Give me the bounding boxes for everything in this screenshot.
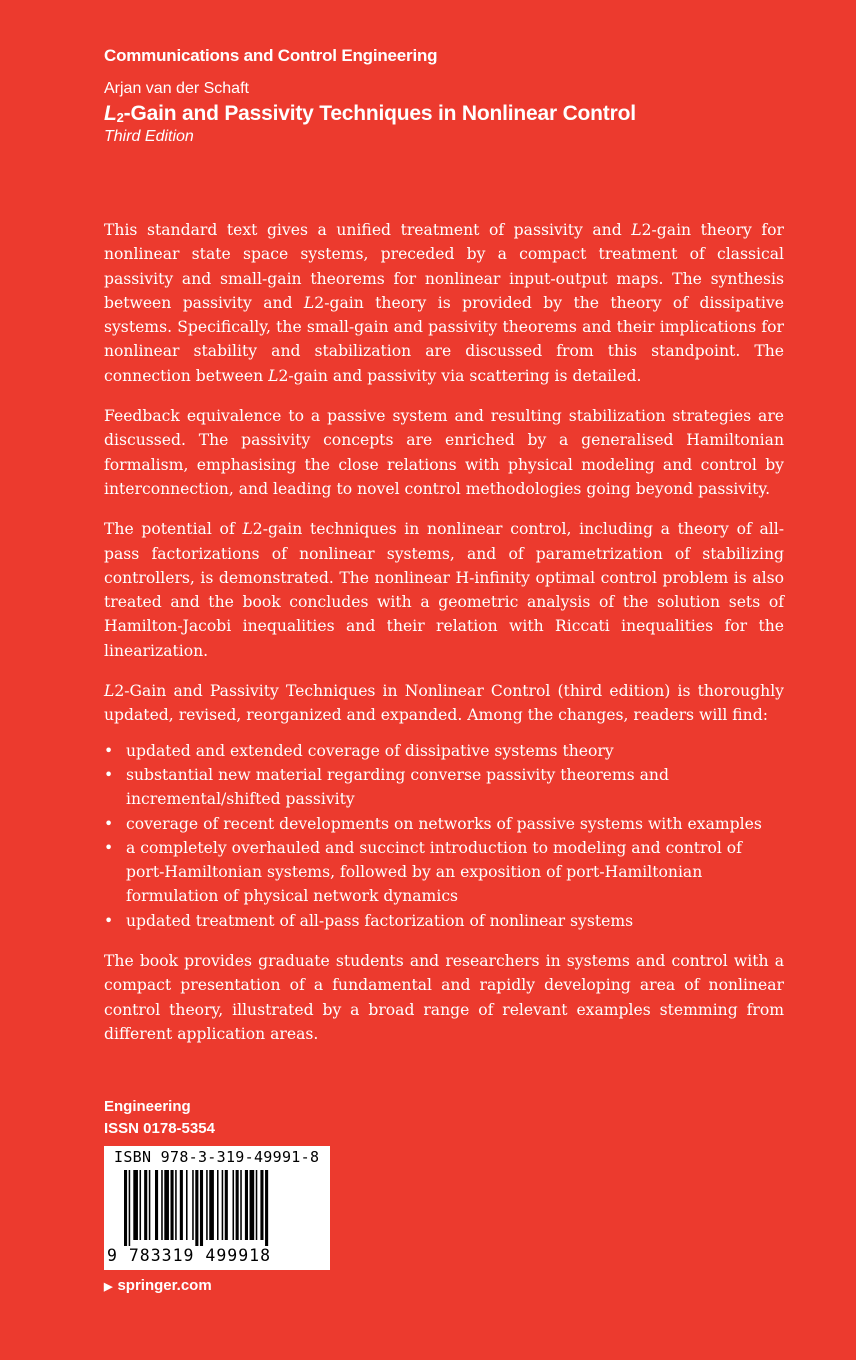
barcode-bar xyxy=(236,1170,239,1240)
barcode-bar xyxy=(140,1170,142,1240)
barcode-bar xyxy=(206,1170,208,1240)
blurb-text xyxy=(104,218,784,1062)
barcode-bar xyxy=(164,1170,169,1240)
text-run: 2-gain and passivity via scattering is detailed. xyxy=(278,366,642,385)
barcode-digits: 9 783319 499918 xyxy=(107,1246,272,1265)
barcode-bar xyxy=(124,1170,127,1246)
paragraph-3 xyxy=(104,517,784,663)
barcode-bar xyxy=(233,1170,235,1240)
text-run: 2-gain theory for nonlinear state space systems, preceded by a compact treatment of classical passivity and small-gain theorems for nonlinear input-output maps. The synthesis between passivity and xyxy=(104,221,784,312)
italic-l: L xyxy=(268,366,279,385)
barcode-bar xyxy=(265,1170,268,1246)
edition-label: Third Edition xyxy=(104,128,194,145)
barcode-bar xyxy=(200,1170,203,1246)
subject-category: Engineering xyxy=(104,1098,191,1115)
text-run: 2-gain techniques in nonlinear control, including a theory of all-pass factorizations of nonlinear systems, and of parametrization of stabilizing controllers, is demonstrated. The nonlinear H-infinity optimal control problem is also treated and the book concludes with a geometric analysis of the solution sets of Hamilton-Jacobi inequalities and their relation with Riccati inequalities for the linearization. xyxy=(104,520,784,660)
barcode-bar xyxy=(240,1170,242,1240)
list-item: • updated treatment of all-pass factorization of nonlinear systems xyxy=(104,909,784,933)
issn-number: ISSN 0178-5354 xyxy=(104,1120,215,1137)
barcode-bar xyxy=(225,1170,228,1240)
title-l: L xyxy=(104,102,117,125)
barcode-bar xyxy=(175,1170,177,1240)
barcode-bar xyxy=(256,1170,258,1240)
text-run: This standard text gives a unified treatment of passivity and xyxy=(104,221,632,239)
changes-list xyxy=(104,739,784,933)
play-triangle-icon: ▶ xyxy=(104,1281,113,1293)
barcode-bar xyxy=(250,1170,255,1240)
barcode-bar xyxy=(180,1170,183,1240)
list-item: • coverage of recent developments on networks of passive systems with examples xyxy=(104,812,784,836)
isbn-barcode xyxy=(104,1146,330,1270)
barcode-bar xyxy=(161,1170,163,1240)
list-item: • a completely overhauled and succinct introduction to modeling and control of port-Hamiltonian systems, followed by an exposition of port-Hamiltonian formulation of physical network dynamics xyxy=(104,836,784,909)
list-item: • updated and extended coverage of dissipative systems theory xyxy=(104,739,784,763)
barcode-bar xyxy=(186,1170,188,1240)
italic-l: L xyxy=(631,221,642,239)
cover-header xyxy=(104,46,804,146)
isbn-label: ISBN 978-3-319-49991-8 xyxy=(114,1148,320,1166)
barcode-bars xyxy=(124,1170,314,1246)
barcode-bar xyxy=(155,1170,158,1240)
publisher-website[interactable] xyxy=(104,1277,212,1294)
barcode-bar xyxy=(149,1170,151,1240)
barcode-bar xyxy=(260,1170,263,1240)
cover-footer xyxy=(104,1096,215,1140)
title-rest: -Gain and Passivity Techniques in Nonlinear Control xyxy=(123,102,636,125)
list-item: • substantial new material regarding converse passivity theorems and incremental/shifted passivity xyxy=(104,763,784,812)
barcode-bar xyxy=(129,1170,131,1246)
title-subscript: 2 xyxy=(116,110,124,125)
paragraph-4 xyxy=(104,679,784,728)
italic-l: L xyxy=(303,293,315,312)
barcode-bar xyxy=(209,1170,214,1240)
paragraph-2: Feedback equivalence to a passive system and resulting stabilization strategies are discussed. The passivity concepts are enriched by a generalised Hamiltonian formalism, emphasising the close relations with physical modeling and control by interconnection, and leading to novel control methodologies going beyond passivity. xyxy=(104,407,784,498)
barcode-bar xyxy=(245,1170,248,1240)
barcode-bar xyxy=(192,1170,194,1240)
website-label: springer.com xyxy=(117,1277,212,1294)
barcode-bar xyxy=(222,1170,224,1240)
author-name: Arjan van der Schaft xyxy=(104,80,249,97)
text-run: 2-gain theory is provided by the theory of dissipative systems. Specifically, the small-gain and passivity theorems and their implications for nonlinear stability and stabilization are discussed from this standpoint. The connection between xyxy=(104,293,784,385)
barcode-bar xyxy=(195,1170,198,1246)
barcode-bar xyxy=(133,1170,138,1240)
text-run: 2-Gain and Passivity Techniques in Nonlinear Control (third edition) is thoroughly updated, revised, reorganized and expanded. Among the changes, readers will find: xyxy=(104,682,784,725)
italic-l: L xyxy=(242,520,253,539)
barcode-bar xyxy=(144,1170,147,1240)
series-title: Communications and Control Engineering xyxy=(104,46,438,65)
barcode-bar xyxy=(171,1170,174,1240)
barcode-bar xyxy=(217,1170,219,1240)
text-run: The potential of xyxy=(104,520,243,539)
paragraph-5: The book provides graduate students and researchers in systems and control with a compact presentation of a fundamental and rapidly developing area of nonlinear control theory, illustrated by a broad range of relevant examples stemming from different application areas. xyxy=(104,952,784,1043)
paragraph-1 xyxy=(104,218,784,388)
italic-l: L xyxy=(104,682,115,701)
book-title xyxy=(104,102,804,126)
